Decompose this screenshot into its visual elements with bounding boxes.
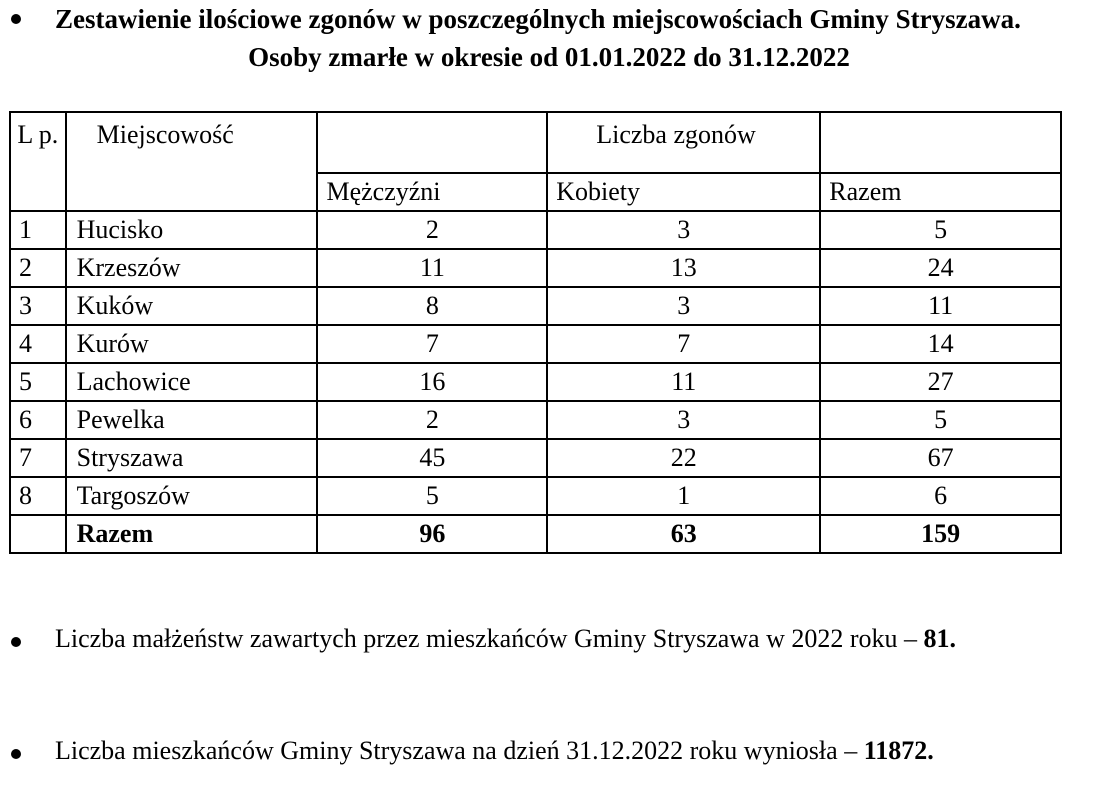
heading-bullet: [11, 14, 21, 24]
total-razem: 159: [820, 515, 1061, 553]
table-row: [10, 287, 1061, 325]
total-label: Razem: [66, 515, 318, 553]
row-kobiety: 3: [547, 401, 820, 439]
row-lp: 1: [10, 211, 66, 249]
total-mezczyzni: 96: [317, 515, 547, 553]
row-kobiety: 13: [547, 249, 820, 287]
marriages-value: 81.: [923, 624, 957, 653]
heading-subtitle: Osoby zmarłe w okresie od 01.01.2022 do 31.12.2022: [248, 42, 850, 72]
row-mezczyzni: 2: [317, 401, 547, 439]
header-razem: Razem: [820, 173, 1061, 211]
table-row: [10, 211, 1061, 249]
deaths-table: [9, 111, 1062, 554]
row-razem: 14: [820, 325, 1061, 363]
row-lp: 4: [10, 325, 66, 363]
row-razem: 6: [820, 477, 1061, 515]
row-mezczyzni: 2: [317, 211, 547, 249]
row-razem: 5: [820, 211, 1061, 249]
residents-value: 11872.: [863, 736, 934, 765]
table-row: [10, 325, 1061, 363]
header-liczba-zgonow: Liczba zgonów: [547, 112, 820, 173]
table-row: [10, 439, 1061, 477]
table-row: [10, 477, 1061, 515]
row-razem: 24: [820, 249, 1061, 287]
table-total-row: [10, 515, 1061, 553]
table-header-row: [10, 112, 1061, 173]
row-lp: 8: [10, 477, 66, 515]
row-kobiety: 7: [547, 325, 820, 363]
row-kobiety: 3: [547, 211, 820, 249]
header-kobiety: Kobiety: [547, 173, 820, 211]
row-kobiety: 22: [547, 439, 820, 477]
table-row: [10, 249, 1061, 287]
row-lp: 5: [10, 363, 66, 401]
row-miejscowosc: Hucisko: [66, 211, 318, 249]
residents-text: Liczba mieszkańców Gminy Stryszawa na dzień 31.12.2022 roku wyniosła –: [55, 736, 864, 765]
row-kobiety: 3: [547, 287, 820, 325]
row-razem: 27: [820, 363, 1061, 401]
row-lp: 7: [10, 439, 66, 477]
row-miejscowosc: Kurów: [66, 325, 318, 363]
row-lp: 6: [10, 401, 66, 439]
row-lp: 2: [10, 249, 66, 287]
row-razem: 11: [820, 287, 1061, 325]
table-row: [10, 401, 1061, 439]
header-empty-right: [820, 112, 1061, 173]
total-lp: [10, 515, 66, 553]
marriages-note: [55, 624, 956, 654]
residents-note: [55, 736, 934, 766]
marriages-bullet: [11, 637, 21, 647]
header-mezczyzni: Mężczyźni: [317, 173, 547, 211]
table-row: [10, 363, 1061, 401]
marriages-text: Liczba małżeństw zawartych przez mieszkańców Gminy Stryszawa w 2022 roku –: [55, 624, 924, 653]
row-razem: 5: [820, 401, 1061, 439]
row-miejscowosc: Stryszawa: [66, 439, 318, 477]
row-lp: 3: [10, 287, 66, 325]
row-mezczyzni: 11: [317, 249, 547, 287]
row-kobiety: 1: [547, 477, 820, 515]
header-empty-left: [317, 112, 547, 173]
row-razem: 67: [820, 439, 1061, 477]
header-lp: L p.: [10, 112, 66, 211]
row-kobiety: 11: [547, 363, 820, 401]
table-body: [10, 211, 1061, 515]
row-miejscowosc: Pewelka: [66, 401, 318, 439]
residents-bullet: [11, 749, 21, 759]
total-kobiety: 63: [547, 515, 820, 553]
row-mezczyzni: 7: [317, 325, 547, 363]
row-mezczyzni: 5: [317, 477, 547, 515]
row-miejscowosc: Krzeszów: [66, 249, 318, 287]
row-miejscowosc: Targoszów: [66, 477, 318, 515]
header-miejscowosc: Miejscowość: [66, 112, 318, 211]
row-mezczyzni: 8: [317, 287, 547, 325]
row-mezczyzni: 16: [317, 363, 547, 401]
row-mezczyzni: 45: [317, 439, 547, 477]
row-miejscowosc: Lachowice: [66, 363, 318, 401]
heading-title: Zestawienie ilościowe zgonów w poszczególnych miejscowościach Gminy Stryszawa.: [55, 4, 1021, 34]
row-miejscowosc: Kuków: [66, 287, 318, 325]
